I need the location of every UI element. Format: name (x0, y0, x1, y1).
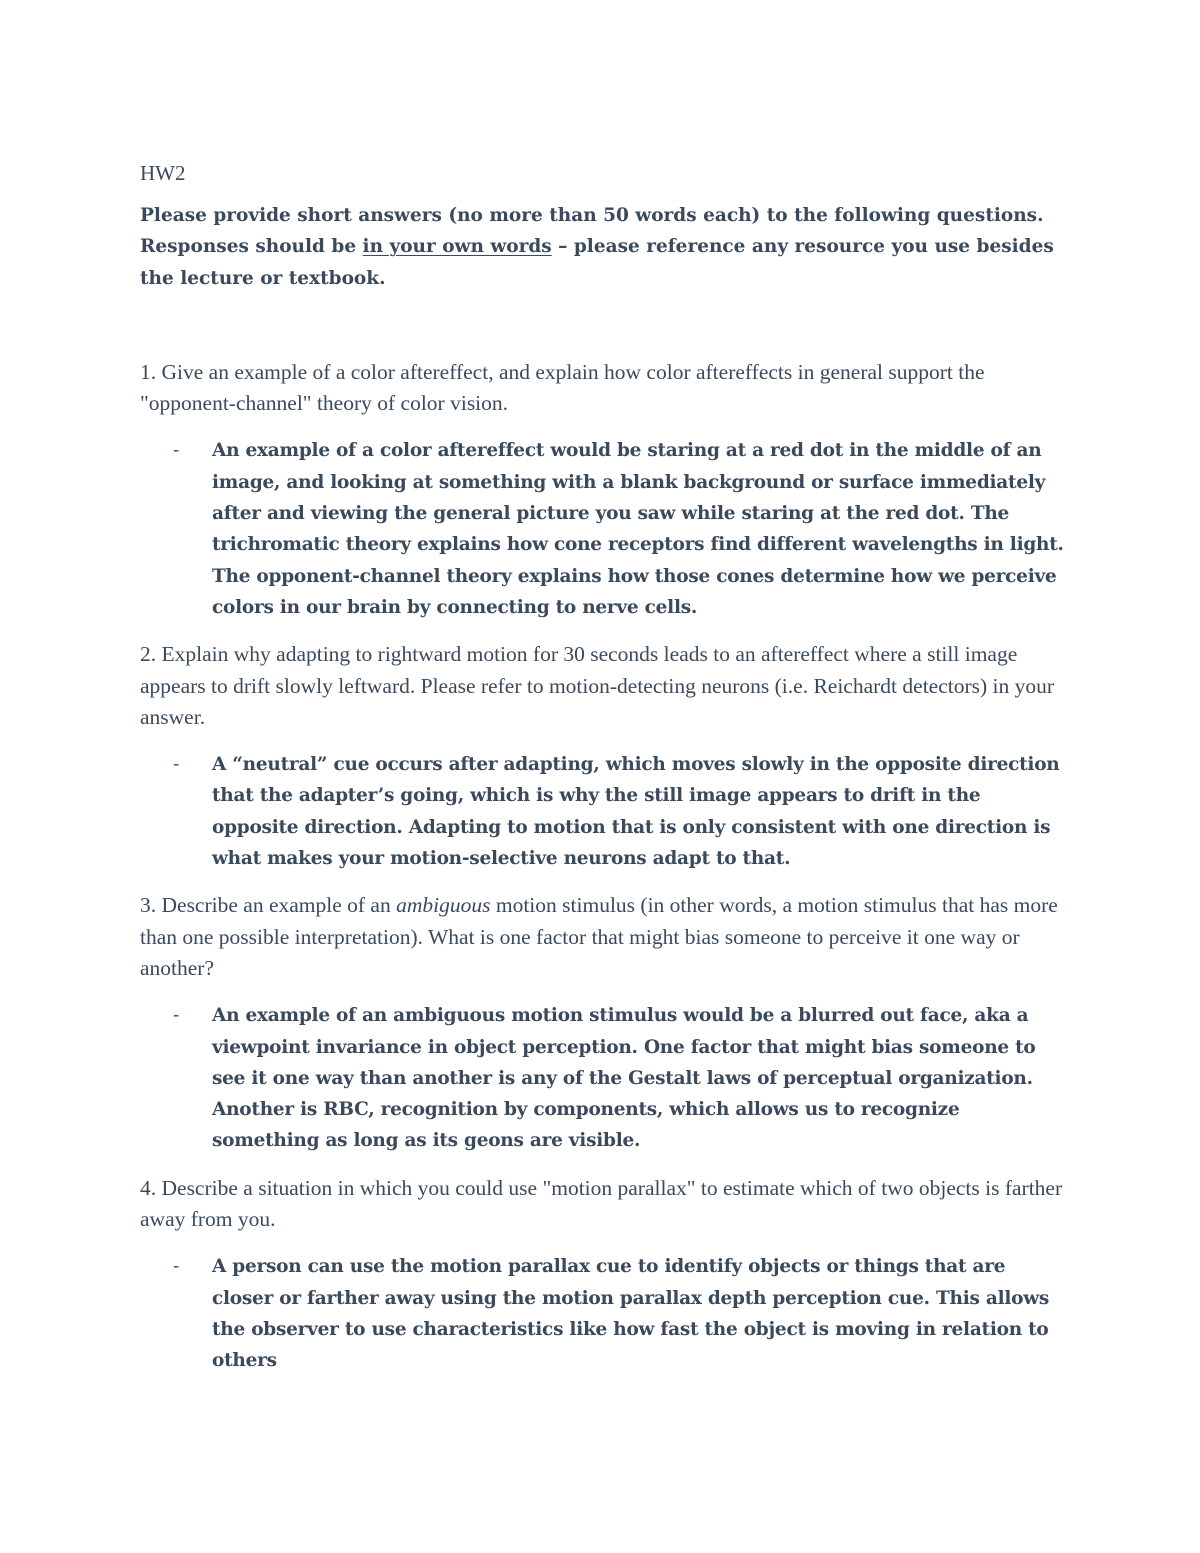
instructions-text-end: – please reference any resource you use besides the lecture or textbook. (140, 236, 1054, 289)
question-2: 2. Explain why adapting to rightward motion for 30 seconds leads to an aftereffect where a still image appears to drift slowly leftward. Please refer to motion-detecting neurons (i.e. Reichardt detectors) in your answer. (140, 642, 1055, 729)
answer-3-text: An example of an ambiguous motion stimulus would be a blurred out face, aka a viewpoint invariance in object perception. One factor that might bias someone to see it one way than another is any of the Gestalt laws of perceptual organization. Another is RBC, recognition by components, which allows us to recognize something as long as its geons are visible. (212, 1005, 1036, 1152)
document-page (140, 158, 1070, 1393)
question-3-text-start: 3. Describe an example of an (140, 893, 397, 918)
bullet-dash: - (173, 1005, 180, 1027)
instructions-underlined-text: in your own words (362, 236, 552, 258)
bullet-dash: - (173, 440, 180, 462)
answer-4 (140, 1251, 1070, 1376)
answer-1 (140, 435, 1070, 623)
document-title: HW2 (140, 161, 186, 185)
answer-2-text: A “neutral” cue occurs after adapting, which moves slowly in the opposite direction that the adapter’s going, which is why the still image appears to drift in the opposite direction. Adapting to motion that is only consistent with one direction is what makes your motion-selective neurons adapt to that. (212, 754, 1060, 870)
answer-3 (140, 1000, 1070, 1156)
bullet-dash: - (173, 754, 180, 776)
question-1: 1. Give an example of a color aftereffect, and explain how color aftereffects in general support the "opponent-channel" theory of color vision. (140, 359, 985, 416)
answer-2 (140, 749, 1070, 874)
instructions-text-start: Please provide short answers (no more than 50 words each) to the following questions. Responses should be (140, 205, 1044, 258)
instructions-paragraph (140, 200, 1070, 294)
question-3-italic-word: ambiguous (396, 893, 491, 918)
answer-4-text: A person can use the motion parallax cue to identify objects or things that are closer or farther away using the motion parallax depth perception cue. This allows the observer to use characteristics like how fast the object is moving in relation to others (212, 1256, 1050, 1372)
questions-list (140, 357, 1070, 1377)
question-4: 4. Describe a situation in which you could use "motion parallax" to estimate which of two objects is farther away from you. (140, 1175, 1063, 1232)
bullet-dash: - (173, 1256, 180, 1278)
question-3-text-end: motion stimulus (in other words, a motion stimulus that has more than one possible interpretation). What is one factor that might bias someone to perceive it one way or another? (140, 893, 1058, 980)
answer-1-text: An example of a color aftereffect would be staring at a red dot in the middle of an image, and looking at something with a blank background or surface immediately after and viewing the general picture you saw while staring at the red dot. The trichromatic theory explains how cone receptors find different wavelengths in light. The opponent-channel theory explains how those cones determine how we perceive colors in our brain by connecting to nerve cells. (212, 440, 1064, 618)
question-3 (140, 890, 1070, 984)
